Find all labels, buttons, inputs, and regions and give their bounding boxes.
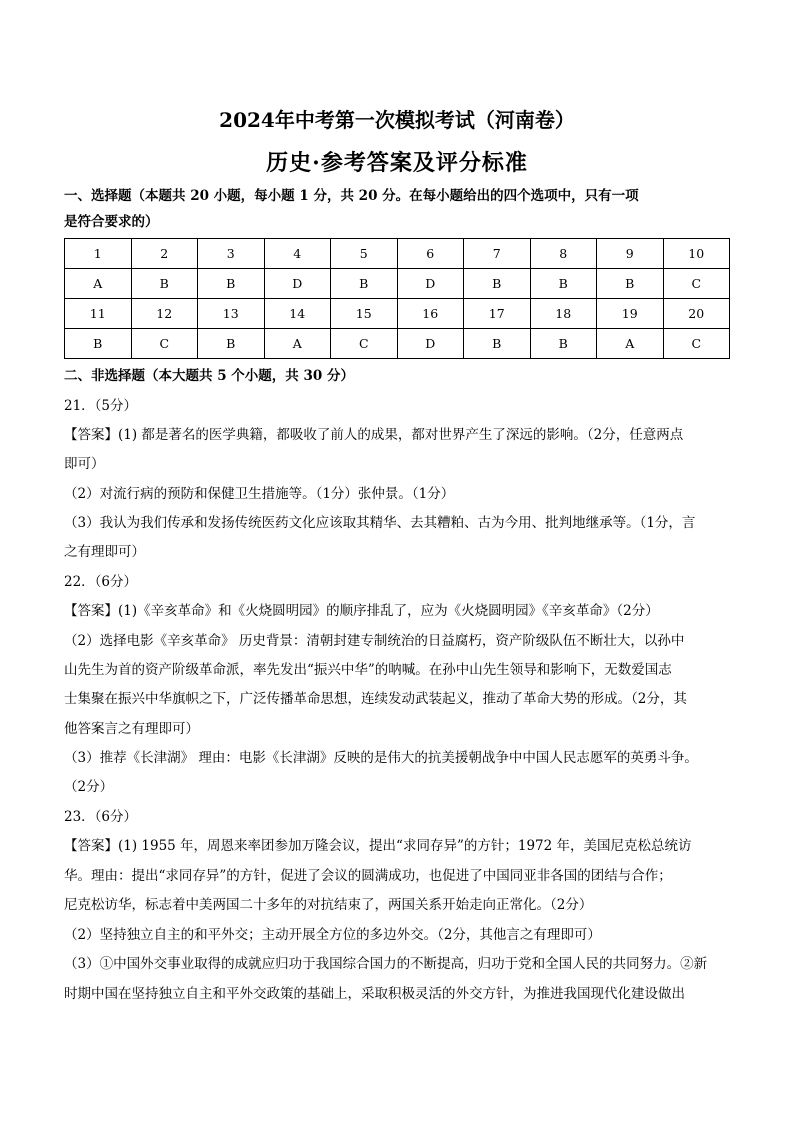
q21-number: 21．（5分） [64, 398, 138, 414]
answer-letter-cell: D [397, 269, 464, 299]
q23-number: 23．（6分） [64, 809, 138, 825]
answer-table-row [65, 329, 730, 359]
answer-letter-cell: B [131, 269, 198, 299]
answer-letter-cell: B [597, 269, 664, 299]
answer-letter-cell: D [264, 269, 331, 299]
answer-letter-cell: C [131, 329, 198, 359]
answer-letter-cell: A [264, 329, 331, 359]
q22-answer-2-cont-1: 山先生为首的资产阶级革命派，率先发出“振兴中华”的呐喊。在孙中山先生领导和影响下，无数爱国志 [64, 662, 672, 678]
q23-answer-3: （3）①中国外交事业取得的成就应归功于我国综合国力的不断提高，归功于党和全国人民的共同努力。②新 [64, 956, 708, 972]
q21-answer-1: 【答案】(1) 都是著名的医学典籍，都吸收了前人的成果，都对世界产生了深远的影响。（2分，任意两点 [64, 427, 684, 443]
question-number-cell: 6 [397, 239, 464, 269]
q22-answer-3-cont: （2分） [64, 779, 114, 795]
question-number-cell: 5 [331, 239, 398, 269]
answer-letter-cell: A [65, 269, 132, 299]
section1-heading: 一、选择题（本题共 20 小题，每小题 1 分，共 20 分。在每小题给出的四个选项中，只有一项 [64, 188, 639, 204]
question-number-cell: 12 [131, 299, 198, 329]
question-number-cell: 13 [198, 299, 265, 329]
question-number-cell: 3 [198, 239, 265, 269]
answer-table-row [65, 299, 730, 329]
q22-answer-3: （3）推荐《长津湖》 理由：电影《长津湖》反映的是伟大的抗美援朝战争中中国人民志愿军的英勇斗争。 [64, 750, 698, 766]
question-number-cell: 17 [464, 299, 531, 329]
question-number-cell: 1 [65, 239, 132, 269]
q23-answer-1-cont-2: 尼克松访华，标志着中美两国二十多年的对抗结束了，两国关系开始走向正常化。（2分） [64, 897, 593, 913]
answer-letter-cell: B [331, 269, 398, 299]
q23-answer-1-cont-1: 华。理由：提出“求同存异”的方针，促进了会议的圆满成功，也促进了中国同亚非各国的团结与合作； [64, 868, 672, 884]
q21-answer-2: （2）对流行病的预防和保健卫生措施等。（1分）张仲景。（1分） [64, 486, 455, 502]
q23-answer-3-cont: 时期中国在坚持独立自主和平外交政策的基础上，采取积极灵活的外交方针，为推进我国现代化建设做出 [64, 986, 685, 1002]
q22-answer-2-cont-3: 他答案言之有理即可） [64, 721, 199, 737]
q22-answer-1: 【答案】(1)《辛亥革命》和《火烧圆明园》的顺序排乱了，应为《火烧圆明园》《辛亥革命》（2分） [64, 603, 659, 619]
question-number-cell: 9 [597, 239, 664, 269]
answer-letter-cell: D [397, 329, 464, 359]
document-title: 2024年中考第一次模拟考试（河南卷） [219, 108, 575, 132]
answer-letter-cell: B [530, 329, 597, 359]
question-number-cell: 10 [663, 239, 730, 269]
answer-letter-cell: B [198, 329, 265, 359]
document-subtitle: 历史·参考答案及评分标准 [266, 150, 528, 176]
section2-heading: 二、非选择题（本大题共 5 个小题，共 30 分） [64, 368, 354, 384]
answer-table [64, 238, 730, 359]
answer-letter-cell: B [464, 269, 531, 299]
question-number-cell: 7 [464, 239, 531, 269]
answer-letter-cell: B [198, 269, 265, 299]
q21-answer-3: （3）我认为我们传承和发扬传统医药文化应该取其精华、去其糟粕、古为今用、批判地继承等。（1分，言 [64, 515, 696, 531]
answer-letter-cell: C [663, 269, 730, 299]
answer-letter-cell: B [65, 329, 132, 359]
answer-table-row [65, 269, 730, 299]
answer-letter-cell: B [464, 329, 531, 359]
question-number-cell: 18 [530, 299, 597, 329]
q22-answer-2-cont-2: 士集聚在振兴中华旗帜之下，广泛传播革命思想，连续发动武装起义，推动了革命大势的形成。（2分，其 [64, 691, 687, 707]
section1-heading-cont: 是符合要求的） [64, 214, 159, 230]
q21-answer-1-cont: 即可） [64, 456, 105, 472]
answer-letter-cell: B [530, 269, 597, 299]
q23-answer-1: 【答案】(1) 1955 年，周恩来率团参加万隆会议，提出“求同存异”的方针；1972 年，美国尼克松总统访 [64, 838, 692, 854]
q22-number: 22．（6分） [64, 574, 138, 590]
answer-letter-cell: A [597, 329, 664, 359]
q23-answer-2: （2）坚持独立自主的和平外交；主动开展全方位的多边外交。（2分，其他言之有理即可） [64, 927, 601, 943]
question-number-cell: 11 [65, 299, 132, 329]
answer-letter-cell: C [331, 329, 398, 359]
question-number-cell: 4 [264, 239, 331, 269]
question-number-cell: 8 [530, 239, 597, 269]
q22-answer-2: （2）选择电影《辛亥革命》 历史背景：清朝封建专制统治的日益腐朽，资产阶级队伍不断壮大，以孙中 [64, 633, 685, 649]
question-number-cell: 19 [597, 299, 664, 329]
question-number-cell: 20 [663, 299, 730, 329]
question-number-cell: 2 [131, 239, 198, 269]
question-number-cell: 14 [264, 299, 331, 329]
question-number-cell: 15 [331, 299, 398, 329]
q21-answer-3-cont: 之有理即可） [64, 544, 145, 560]
question-number-cell: 16 [397, 299, 464, 329]
answer-table-row [65, 239, 730, 269]
answer-letter-cell: C [663, 329, 730, 359]
